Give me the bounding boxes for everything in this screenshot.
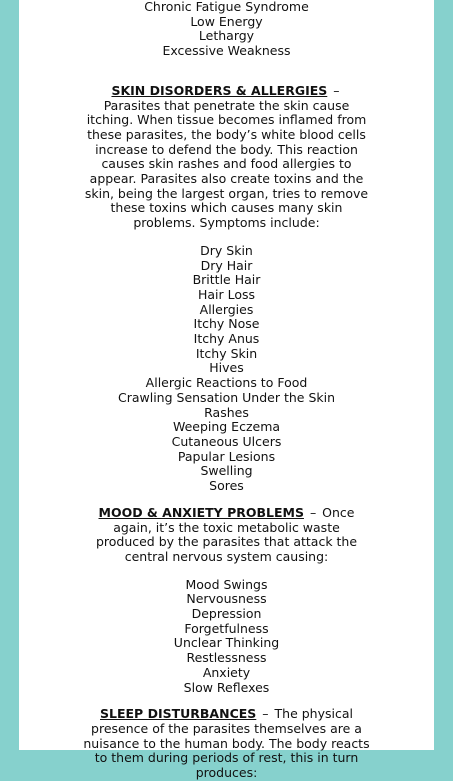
list-item: Excessive Weakness — [162, 43, 291, 59]
list-item: Brittle Hair — [192, 272, 261, 288]
list-item: Forgetfulness — [184, 620, 269, 636]
skin-section-body: Parasites that penetrate the skin cause itching. When tissue becomes inflamed from these parasites, the body’s white blood cells increase to defend the body. This reaction causes skin rashes and food allergies to appear. Parasites also create toxins and the skin, being the largest organ, tries to remove these toxins which causes many skin problems. Symptoms include: — [84, 97, 369, 231]
article-content — [19, 0, 434, 781]
list-item: Slow Reflexes — [183, 679, 270, 695]
mood-section-paragraph — [87, 506, 367, 565]
list-item: Lethargy — [198, 28, 255, 44]
list-item: Anxiety — [202, 664, 251, 680]
list-item: Chronic Fatigue Syndrome — [144, 0, 309, 14]
section-dash: – — [262, 706, 269, 722]
sleep-section-heading: SLEEP DISTURBANCES — [100, 706, 257, 722]
article-panel — [19, 0, 434, 781]
list-item: Allergies — [199, 301, 254, 317]
list-item: Allergic Reactions to Food — [145, 375, 308, 391]
list-item: Cutaneous Ulcers — [171, 433, 282, 449]
list-item: Hives — [209, 360, 244, 376]
mood-section-body: Once again, it’s the toxic metabolic waste produced by the parasites that attack the central nervous system causing: — [95, 504, 358, 564]
list-item: Rashes — [204, 404, 249, 420]
skin-symptom-list — [19, 244, 434, 494]
list-item: Itchy Nose — [193, 316, 260, 332]
section-dash: – — [333, 82, 340, 98]
list-item: Weeping Eczema — [172, 419, 281, 435]
sleep-section-body: The physical presence of the parasites themselves are a nuisance to the human body. The body reacts to them during periods of rest, this in turn produces: — [83, 706, 370, 781]
section-dash: – — [309, 504, 317, 520]
list-item: Crawling Sensation Under the Skin — [117, 389, 336, 405]
list-item: Nervousness — [186, 591, 267, 607]
mood-section-heading: MOOD & ANXIETY PROBLEMS — [98, 504, 304, 520]
list-item: Dry Skin — [200, 242, 253, 258]
list-item: Hair Loss — [197, 286, 256, 302]
list-item: Itchy Anus — [193, 331, 260, 347]
fatigue-symptom-list — [19, 0, 434, 59]
list-item: Restlessness — [186, 650, 267, 666]
list-item: Mood Swings — [185, 576, 268, 592]
list-item: Low Energy — [190, 13, 263, 29]
skin-section-paragraph — [82, 84, 372, 231]
sleep-section-paragraph — [82, 707, 372, 781]
list-item: Depression — [191, 606, 262, 622]
list-item: Dry Hair — [200, 257, 253, 273]
list-item: Itchy Skin — [195, 345, 258, 361]
list-item: Unclear Thinking — [173, 635, 280, 651]
list-item: Sores — [209, 478, 244, 494]
mood-symptom-list — [19, 578, 434, 696]
list-item: Papular Lesions — [177, 448, 276, 464]
list-item: Swelling — [200, 463, 253, 479]
skin-section-heading: SKIN DISORDERS & ALLERGIES — [111, 82, 328, 98]
